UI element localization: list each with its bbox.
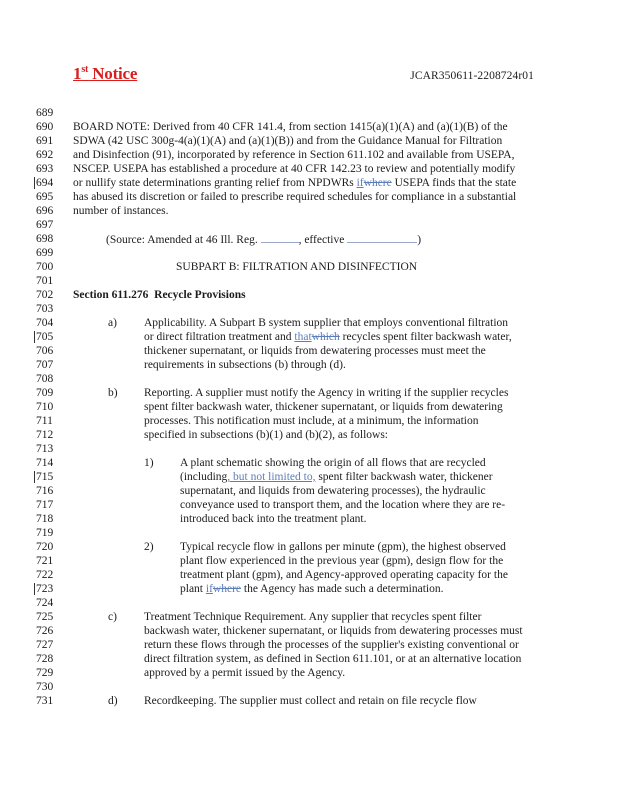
item-c-line: Treatment Technique Requirement. Any supplier that recycles spent filter xyxy=(144,611,482,623)
line-number: 704 xyxy=(36,317,54,329)
item-b1-line: introduced back into the treatment plant. xyxy=(180,513,367,525)
item-a-line: or direct filtration treatment and thatwhich recycles spent filter backwash water, xyxy=(144,331,512,343)
inserted-text: that xyxy=(294,331,312,343)
section-title: Recycle Provisions xyxy=(154,289,246,301)
item-a-line: Applicability. A Subpart B system supplier that employs conventional filtration xyxy=(144,317,509,329)
item-b2-line: treatment plant (gpm), and Agency-approved operating capacity for the xyxy=(180,569,508,581)
item-c-line: direct filtration system, as defined in Section 611.101, or at an alternative location xyxy=(144,653,522,665)
item-label: 2) xyxy=(144,541,154,553)
line-number: 718 xyxy=(36,513,54,525)
line-number: 730 xyxy=(36,681,54,693)
line-number: 728 xyxy=(36,653,54,665)
item-b2-line: plant ifwhere the Agency has made such a determination. xyxy=(180,583,444,595)
line-number: 705 xyxy=(36,330,66,344)
document-id: JCAR350611-2208724r01 xyxy=(410,70,534,82)
item-a-line: thickener supernatant, or liquids from dewatering processes must meet the xyxy=(144,345,486,357)
inserted-text: , but not limited to, xyxy=(227,471,316,483)
line-number: 723 xyxy=(36,582,66,596)
line-number: 708 xyxy=(36,373,54,385)
notice-number: 1 xyxy=(73,64,82,83)
line-number: 690 xyxy=(36,121,54,133)
line-number: 689 xyxy=(36,107,54,119)
line-number: 729 xyxy=(36,667,54,679)
line-number: 698 xyxy=(36,233,54,245)
line-number: 691 xyxy=(36,135,54,147)
board-note-line: NSCEP. USEPA has established a procedure at 40 CFR 142.23 to review and potentially modify xyxy=(73,163,516,175)
item-b-line: spent filter backwash water, thickener supernatant, or liquids from dewatering xyxy=(144,401,503,413)
line-number: 717 xyxy=(36,499,54,511)
board-note-line: has abused its discretion or failed to prescribe required schedules for compliance in a substantial xyxy=(73,191,517,203)
line-number: 716 xyxy=(36,485,54,497)
line-number: 731 xyxy=(36,695,54,707)
line-number: 725 xyxy=(36,611,54,623)
deleted-text: where xyxy=(363,177,392,189)
line-number: 724 xyxy=(36,597,54,609)
item-label: d) xyxy=(108,695,118,707)
board-note-line: number of instances. xyxy=(73,205,169,217)
line-number: 720 xyxy=(36,541,54,553)
item-label: 1) xyxy=(144,457,154,469)
inserted-text: if xyxy=(356,177,364,189)
line-number: 722 xyxy=(36,569,54,581)
board-note-line: and Disinfection (91), incorporated by reference in Section 611.102 and available from USEPA, xyxy=(73,149,515,161)
item-b1-line: A plant schematic showing the origin of all flows that are recycled xyxy=(180,457,486,469)
line-number: 707 xyxy=(36,359,54,371)
notice-word: Notice xyxy=(88,64,138,83)
item-label: b) xyxy=(108,387,118,399)
item-b2-line: Typical recycle flow in gallons per minute (gpm), the highest observed xyxy=(180,541,506,553)
line-number: 715 xyxy=(36,470,66,484)
item-label: a) xyxy=(108,317,117,329)
line-number: 727 xyxy=(36,639,54,651)
notice-superscript: st xyxy=(81,64,89,75)
line-number: 713 xyxy=(36,443,54,455)
line-number: 726 xyxy=(36,625,54,637)
line-number: 692 xyxy=(36,149,54,161)
line-number: 701 xyxy=(36,275,54,287)
line-number: 693 xyxy=(36,163,54,175)
item-label: c) xyxy=(108,611,117,623)
item-a-line: requirements in subsections (b) through (d). xyxy=(144,359,346,371)
line-number: 719 xyxy=(36,527,54,539)
deleted-text: where xyxy=(212,583,241,595)
item-b1-line: conveyance used to transport them, and the location where they are re- xyxy=(180,499,506,511)
line-number: 709 xyxy=(36,387,54,399)
inserted-text: if xyxy=(205,583,213,595)
section-heading xyxy=(73,288,246,302)
line-number: 714 xyxy=(36,457,54,469)
line-number: 721 xyxy=(36,555,54,567)
board-note-line: SDWA (42 USC 300g-4(a)(1)(A) and (a)(1)(B)) and from the Guidance Manual for Filtration xyxy=(73,135,503,147)
item-b-line: processes. This notification must include, at a minimum, the information xyxy=(144,415,479,427)
item-d-line: Recordkeeping. The supplier must collect and retain on file recycle flow xyxy=(144,695,477,707)
line-number: 699 xyxy=(36,247,54,259)
item-c-line: backwash water, thickener supernatant, or liquids from dewatering processes must xyxy=(144,625,523,637)
section-number: Section 611.276 xyxy=(73,289,149,301)
board-note-line: BOARD NOTE: Derived from 40 CFR 141.4, from section 1415(a)(1)(A) and (a)(1)(B) of the xyxy=(73,121,508,133)
line-number: 706 xyxy=(36,345,54,357)
item-b-line: Reporting. A supplier must notify the Agency in writing if the supplier recycles xyxy=(144,387,509,399)
line-number: 702 xyxy=(36,289,54,301)
deleted-text: which xyxy=(311,331,340,343)
item-c-line: return these flows through the processes of the supplier's existing conventional or xyxy=(144,639,519,651)
line-number: 695 xyxy=(36,191,54,203)
source-note: (Source: Amended at 46 Ill. Reg. , effective ) xyxy=(106,234,422,246)
line-number: 710 xyxy=(36,401,54,413)
line-number: 711 xyxy=(36,415,53,427)
line-number: 712 xyxy=(36,429,54,441)
line-number: 700 xyxy=(36,261,54,273)
notice-title xyxy=(73,64,137,84)
item-b1-line: (including, but not limited to, spent filter backwash water, thickener xyxy=(180,471,493,483)
line-number: 694 xyxy=(36,176,66,190)
subpart-heading: SUBPART B: FILTRATION AND DISINFECTION xyxy=(176,261,418,273)
board-note-line: or nullify state determinations granting relief from NPDWRs ifwhere USEPA finds that the state xyxy=(73,177,517,189)
item-b2-line: plant flow experienced in the previous year (gpm), design flow for the xyxy=(180,555,504,567)
item-b1-line: supernatant, and liquids from dewatering processes), the hydraulic xyxy=(180,485,486,497)
line-number: 697 xyxy=(36,219,54,231)
item-c-line: approved by a permit issued by the Agency. xyxy=(144,667,346,679)
line-number: 696 xyxy=(36,205,54,217)
line-number: 703 xyxy=(36,303,54,315)
item-b-line: specified in subsections (b)(1) and (b)(2), as follows: xyxy=(144,429,388,441)
